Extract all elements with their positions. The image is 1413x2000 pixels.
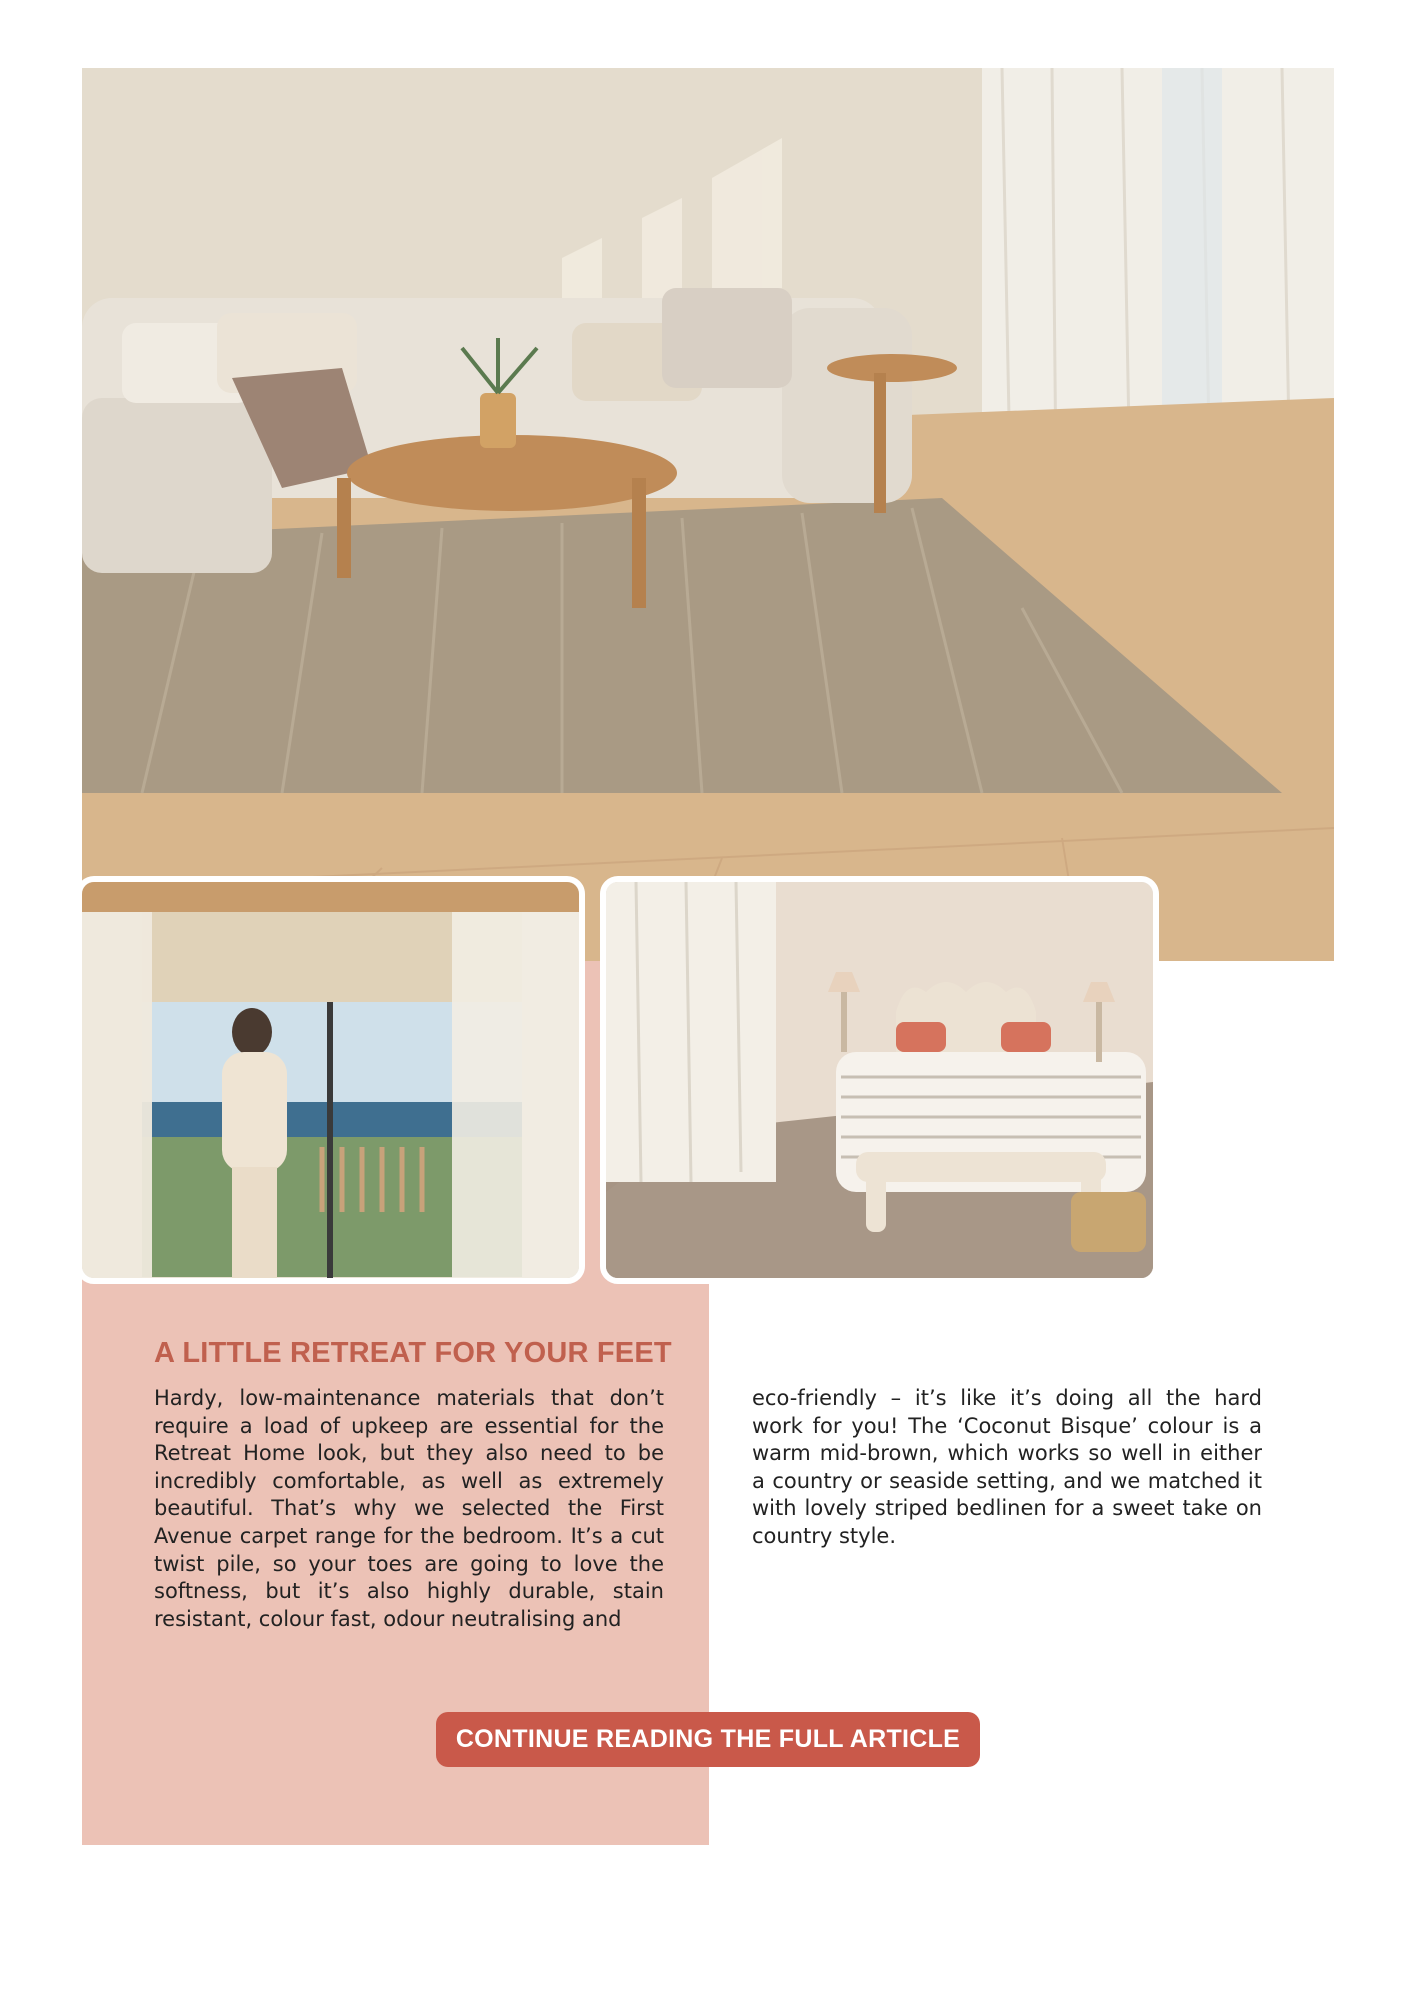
article-body-right-column: eco-friendly – it’s like it’s doing all the hard work for you! The ‘Coconut Bisque’ colour is a warm mid-brown, which works so well in either a country or seaside setting, and we matched it with lovely striped bedlinen for a sweet take on country style. xyxy=(752,1386,1262,1548)
woman-at-window-photo xyxy=(76,876,585,1284)
continue-reading-button[interactable]: CONTINUE READING THE FULL ARTICLE xyxy=(436,1712,980,1767)
hero-living-room-photo xyxy=(82,68,1334,961)
article-heading: A LITTLE RETREAT FOR YOUR FEET xyxy=(154,1337,672,1369)
bedroom-carpet-photo xyxy=(600,876,1159,1284)
article-body-left-column: Hardy, low-maintenance materials that don’t require a load of upkeep are essential for the Retreat Home look, but they also need to be incredibly comfortable, as well as extremely beautiful. That’s why we selected the First Avenue carpet range for the bedroom. It’s a cut twist pile, so your toes are going to love the softness, but it’s also highly durable, stain resistant, colour fast, odour neutralising and xyxy=(154,1386,664,1631)
